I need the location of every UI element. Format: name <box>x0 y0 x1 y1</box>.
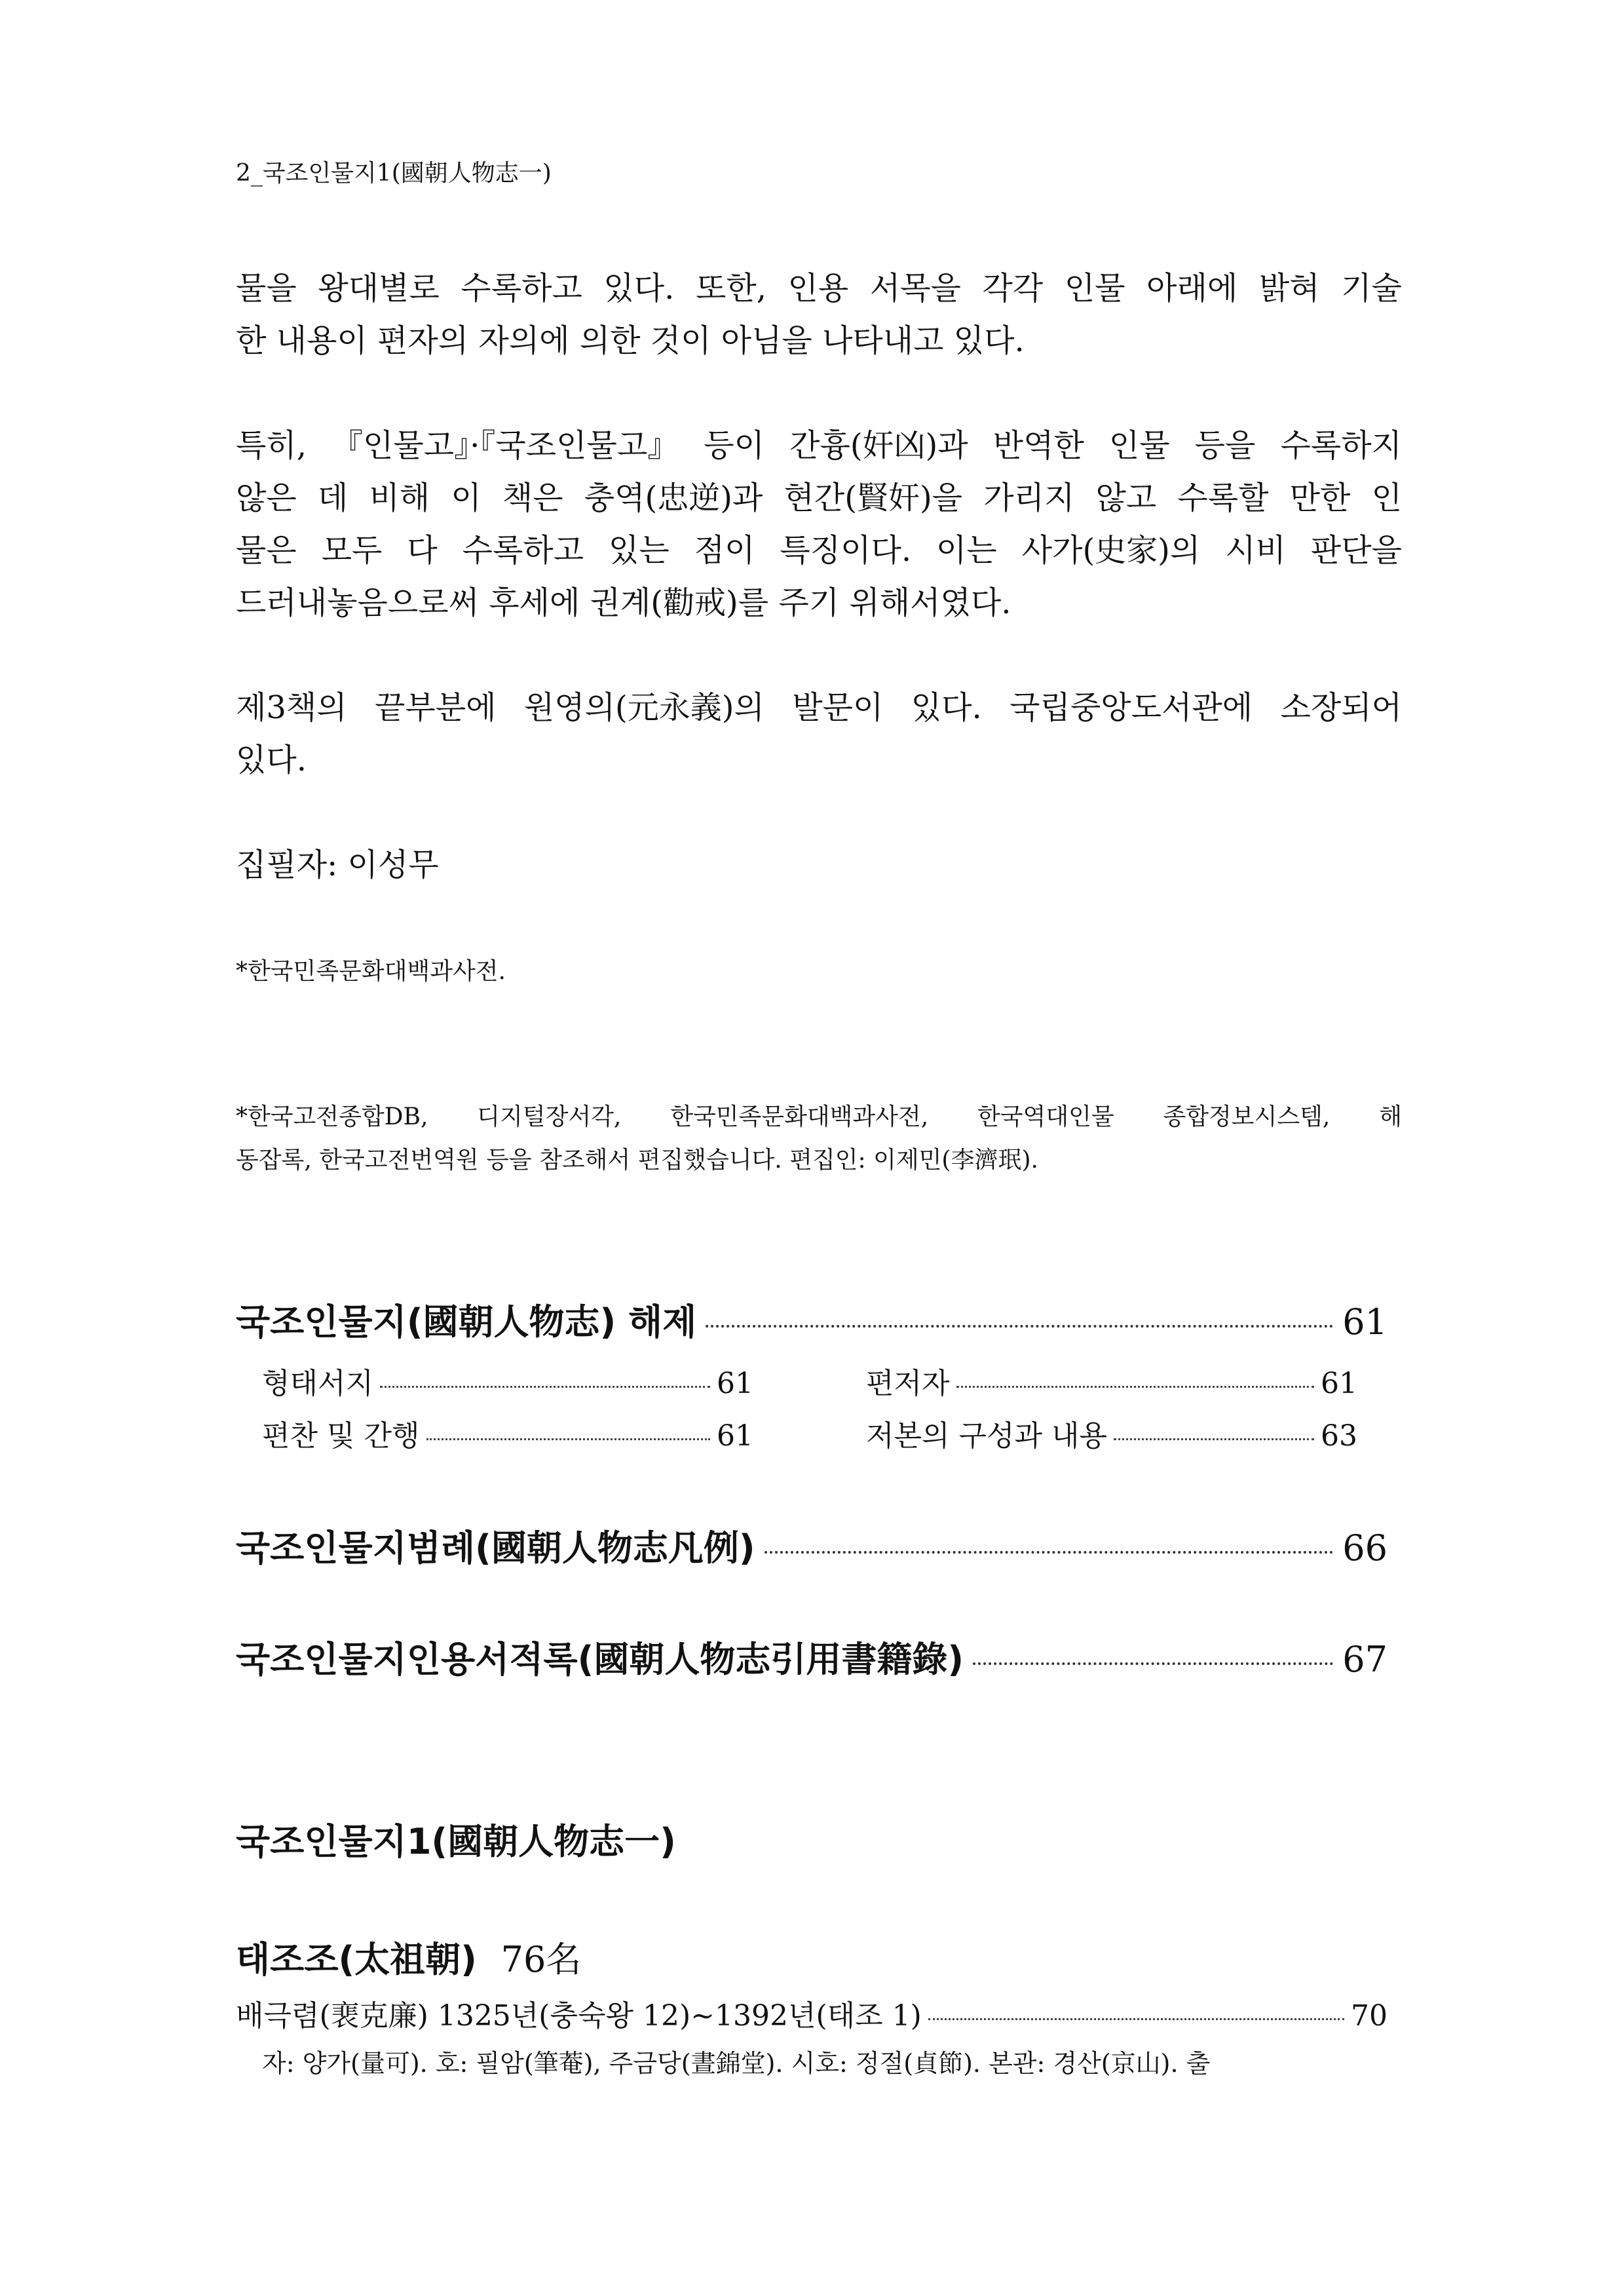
word: 있다. <box>911 689 982 726</box>
toc-title: 국조인물지범례(國朝人物志凡例) <box>236 1527 755 1569</box>
toc-entry-sub[interactable] <box>866 1412 1357 1454</box>
word: 인 <box>1371 480 1402 516</box>
paragraph-line <box>236 262 1402 315</box>
word: 밝혀 <box>1258 270 1320 307</box>
toc-entry-sub[interactable] <box>866 1360 1357 1402</box>
word: 이 <box>451 480 482 516</box>
word: 물을 <box>236 270 297 307</box>
word: *한국고전종합DB, <box>236 1103 428 1130</box>
toc-entry-sub[interactable] <box>262 1360 753 1402</box>
word: 수록할 <box>1177 480 1269 516</box>
word: 점이 <box>694 532 755 569</box>
editor-note-line <box>236 1096 1402 1139</box>
word: 가리지 <box>983 480 1075 516</box>
source-note-text: *한국민족문화대백과사전. <box>236 958 506 985</box>
word: 인용 <box>787 270 849 307</box>
toc-title: 국조인물지인용서적록(國朝人物志引用書籍錄) <box>236 1639 964 1680</box>
word: 특히, <box>236 427 307 464</box>
paragraph-line <box>236 472 1402 524</box>
era-name: 태조조(太祖朝) <box>236 1939 477 1980</box>
word: 해 <box>1379 1103 1402 1130</box>
word: 아래에 <box>1146 270 1238 307</box>
word: 끝부분에 <box>375 689 497 726</box>
toc-entry-main[interactable] <box>236 1294 1388 1345</box>
word: 인물 <box>1064 270 1125 307</box>
word: 다 <box>407 532 438 569</box>
word: 비해 <box>369 480 430 516</box>
person-entry-page: 70 <box>1351 1999 1388 2033</box>
word: 데 <box>317 480 349 516</box>
word: 현간(賢奸)을 <box>784 480 963 516</box>
toc-title: 국조인물지(國朝人物志) 해제 <box>236 1301 697 1343</box>
paragraph-line: 한 내용이 편자의 자의에 의한 것이 아님을 나타내고 있다. <box>236 322 1025 359</box>
person-entry-title: 배극렴(裵克廉) 1325년(충숙왕 12)~1392년(태조 1) <box>236 1999 922 2033</box>
word: 서목을 <box>869 270 961 307</box>
source-note <box>236 950 1402 993</box>
word: 발문이 <box>792 689 884 726</box>
word: 반역한 <box>992 427 1084 464</box>
author-text: 집필자: 이성무 <box>236 847 439 883</box>
era-count: 76名 <box>500 1939 582 1980</box>
word: 특징이다. <box>780 532 912 569</box>
dot-leader <box>928 2018 1344 2020</box>
paragraph-line <box>236 419 1402 472</box>
toc-entry-main[interactable] <box>236 1632 1388 1682</box>
word: 수록하고 <box>462 532 584 569</box>
word: 판단을 <box>1310 532 1402 569</box>
word: 『인물고』·『국조인물고』 <box>331 427 679 464</box>
word: 한국민족문화대백과사전, <box>670 1103 929 1130</box>
word: 등이 <box>704 427 765 464</box>
word: 모두 <box>321 532 383 569</box>
word: 왕대별로 <box>318 270 440 307</box>
word: 만한 <box>1289 480 1351 516</box>
word: 간흉(奸凶)과 <box>789 427 968 464</box>
word: 국립중앙도서관에 <box>1010 689 1253 726</box>
word: 한국역대인물 <box>977 1103 1114 1130</box>
word: 각각 <box>982 270 1044 307</box>
volume-title: 국조인물지1(國朝人物志一) <box>236 1821 676 1862</box>
toc-title: 편저자 <box>866 1367 950 1400</box>
word: 않은 <box>236 480 297 516</box>
word: 원영의(元永義)의 <box>523 689 765 726</box>
toc-page: 61 <box>717 1367 753 1400</box>
word: 사가(史家)의 <box>1021 532 1201 569</box>
word: 수록하지 <box>1280 427 1402 464</box>
dot-leader <box>973 1662 1333 1665</box>
toc-page: 63 <box>1321 1419 1357 1453</box>
toc-title: 저본의 구성과 내용 <box>866 1419 1108 1453</box>
word: 있다. <box>603 270 675 307</box>
page-header: 2_국조인물지1(國朝人物志一) <box>236 160 552 187</box>
editor-note-line: 동잡록, 한국고전번역원 등을 참조해서 편집했습니다. 편집인: 이제민(李濟珉). <box>236 1147 1038 1174</box>
dot-leader <box>380 1386 710 1388</box>
paragraph-line: 있다. <box>236 742 307 778</box>
toc-title: 편찬 및 간행 <box>262 1419 420 1453</box>
word: 기술 <box>1341 270 1402 307</box>
word: 디지털장서각, <box>477 1103 622 1130</box>
word: 또한, <box>695 270 766 307</box>
word: 수록하고 <box>461 270 582 307</box>
paragraph-line <box>236 524 1402 577</box>
toc-page: 61 <box>1321 1367 1357 1400</box>
word: 책은 <box>502 480 563 516</box>
toc-page: 61 <box>1342 1301 1388 1343</box>
person-entry-detail: 자: 양가(量可). 호: 필암(筆菴), 주금당(晝錦堂). 시호: 정절(貞節). 본관: 경산(京山). 출 <box>262 2049 1211 2078</box>
dot-leader <box>706 1325 1333 1328</box>
paragraph-2 <box>236 419 1402 629</box>
paragraph-1 <box>236 262 1402 367</box>
toc-page: 61 <box>717 1419 753 1453</box>
word: 충역(忠逆)과 <box>584 480 763 516</box>
word: 있는 <box>609 532 670 569</box>
dot-leader <box>956 1386 1314 1388</box>
toc-page: 67 <box>1342 1639 1388 1680</box>
word: 종합정보시스템, <box>1163 1103 1331 1130</box>
dot-leader <box>426 1438 711 1440</box>
word: 등을 <box>1194 427 1256 464</box>
word: 소장되어 <box>1280 689 1402 726</box>
word: 않고 <box>1095 480 1157 516</box>
toc-title: 형태서지 <box>262 1367 374 1400</box>
word: 제3책의 <box>236 689 347 726</box>
word: 이는 <box>936 532 997 569</box>
person-entry[interactable] <box>236 1992 1388 2034</box>
toc-entry-sub[interactable] <box>262 1412 753 1454</box>
word: 인물 <box>1108 427 1170 464</box>
paragraph-line <box>236 681 1402 734</box>
toc-page: 66 <box>1342 1527 1388 1569</box>
dot-leader <box>1114 1438 1314 1440</box>
dot-leader <box>765 1551 1334 1554</box>
era-heading <box>236 1932 581 1982</box>
paragraph-3 <box>236 681 1402 786</box>
word: 물은 <box>236 532 297 569</box>
author-line <box>236 839 1402 891</box>
editor-note <box>236 1096 1402 1182</box>
paragraph-line: 드러내놓음으로써 후세에 권계(勸戒)를 주기 위해서였다. <box>236 584 1011 621</box>
word: 시비 <box>1225 532 1286 569</box>
toc-entry-main[interactable] <box>236 1520 1388 1571</box>
